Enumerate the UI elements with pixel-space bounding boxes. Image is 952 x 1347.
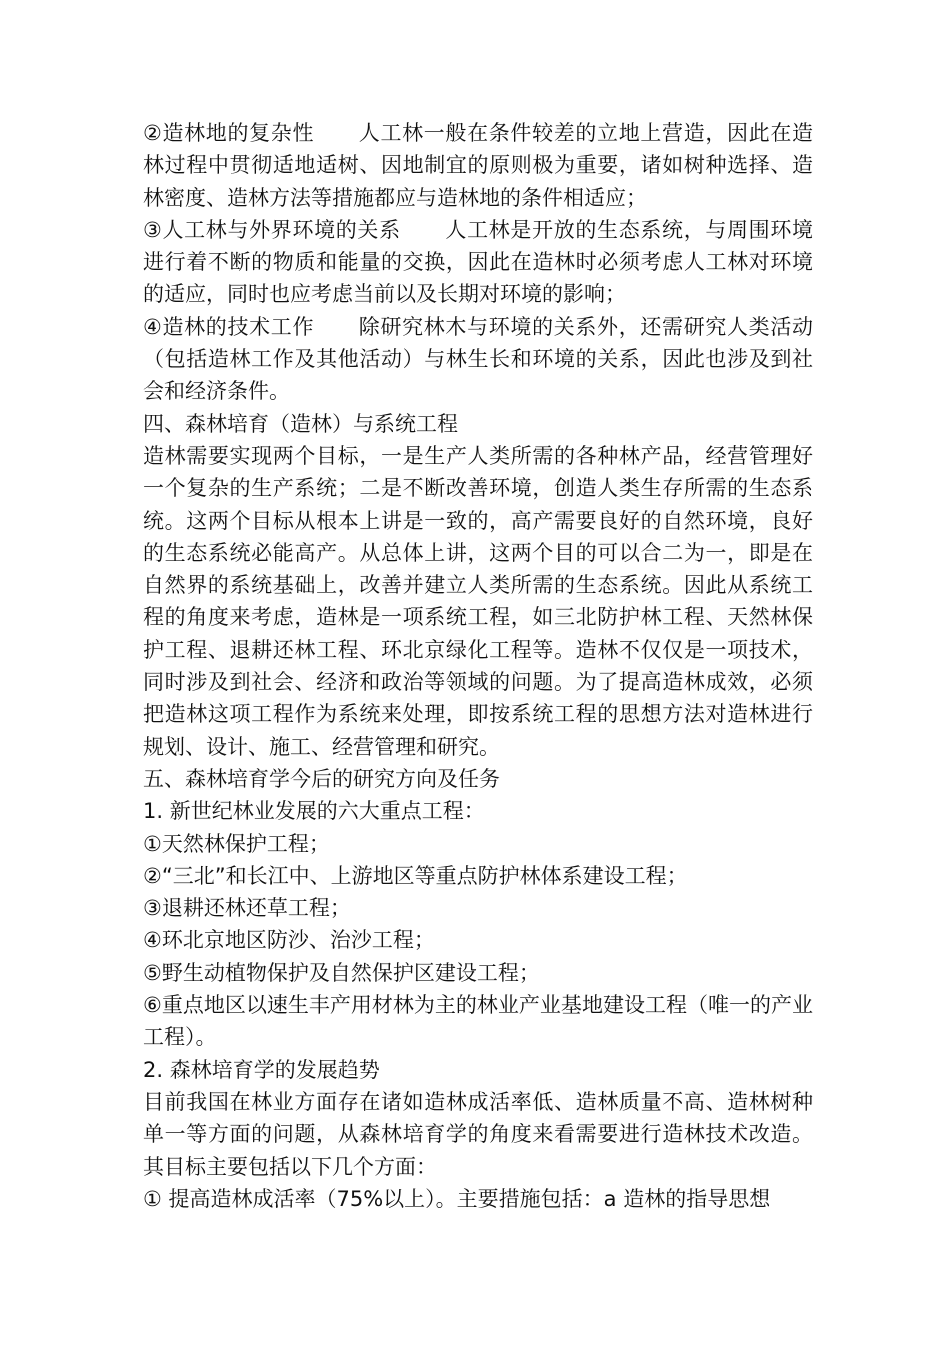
- subheading-1: 1. 新世纪林业发展的六大重点工程：: [143, 799, 485, 824]
- paragraph-text: 人工林是开放的生态系统，与周围环境进行着不断的物质和能量的交换，因此在造林时必须考虑人工林对环境的适应，同时也应考虑当前以及长期对环境的影响；: [143, 217, 814, 307]
- paragraph-trends: 目前我国在林业方面存在诸如造林成活率低、造林质量不高、造林树种单一等方面的问题，从森林培育学的角度来看需要进行造林技术改造。其目标主要包括以下几个方面：: [143, 1089, 813, 1179]
- list-item: ③退耕还林还草工程；: [143, 896, 351, 921]
- list-item: ① 提高造林成活率（75%以上）。主要措施包括：a 造林的指导思想: [143, 1186, 771, 1211]
- list-item: ⑤野生动植物保护及自然保护区建设工程；: [143, 960, 540, 985]
- paragraph-text: 除研究林木与环境的关系外，还需研究人类活动（包括造林工作及其他活动）与林生长和环境的关系，因此也涉及到社会和经济条件。: [143, 314, 814, 404]
- paragraph-heading: ③人工林与外界环境的关系: [143, 217, 401, 242]
- list-item: ④环北京地区防沙、治沙工程；: [143, 928, 435, 953]
- list-item: ①天然林保护工程；: [143, 831, 330, 856]
- paragraph-text: 人工林一般在条件较差的立地上营造，因此在造林过程中贯彻适地适树、因地制宜的原则极为重要，诸如树种选择、造林密度、造林方法等措施都应与造林地的条件相适应；: [143, 121, 814, 210]
- paragraph-technical-work: [143, 311, 813, 408]
- paragraph-heading: ④造林的技术工作: [143, 314, 315, 339]
- paragraph-heading: ②造林地的复杂性: [143, 121, 315, 145]
- paragraph-site-complexity: [143, 117, 813, 214]
- list-item: ⑥重点地区以速生丰产用材林为主的林业产业基地建设工程（唯一的产业工程）。: [143, 993, 813, 1050]
- paragraph-system-engineering: 造林需要实现两个目标，一是生产人类所需的各种林产品，经营管理好一个复杂的生产系统；二是不断改善环境，创造人类生存所需的生态系统。这两个目标从根本上讲是一致的，高产需要良好的自然环境，良好的生态系统必能高产。从总体上讲，这两个目的可以合二为一，即是在自然界的系统基础上，改善并建立人类所需的生态系统。因此从系统工程的角度来考虑，造林是一项系统工程，如三北防护林工程、天然林保护工程、退耕还林工程、环北京绿化工程等。造林不仅仅是一项技术，同时涉及到社会、经济和政治等领域的问题。为了提高造林成效，必须把造林这项工程作为系统来处理，即按系统工程的思想方法对造林进行规划、设计、施工、经营管理和研究。: [143, 443, 813, 759]
- list-item: ②“三北”和长江中、上游地区等重点防护林体系建设工程；: [143, 863, 688, 888]
- document-body: [143, 117, 813, 1215]
- paragraph-environment-relation: [143, 214, 813, 311]
- section-heading-5: 五、森林培育学今后的研究方向及任务: [143, 766, 500, 791]
- section-heading-4: 四、森林培育（造林）与系统工程: [143, 411, 458, 436]
- subheading-2: 2. 森林培育学的发展趋势: [143, 1057, 380, 1082]
